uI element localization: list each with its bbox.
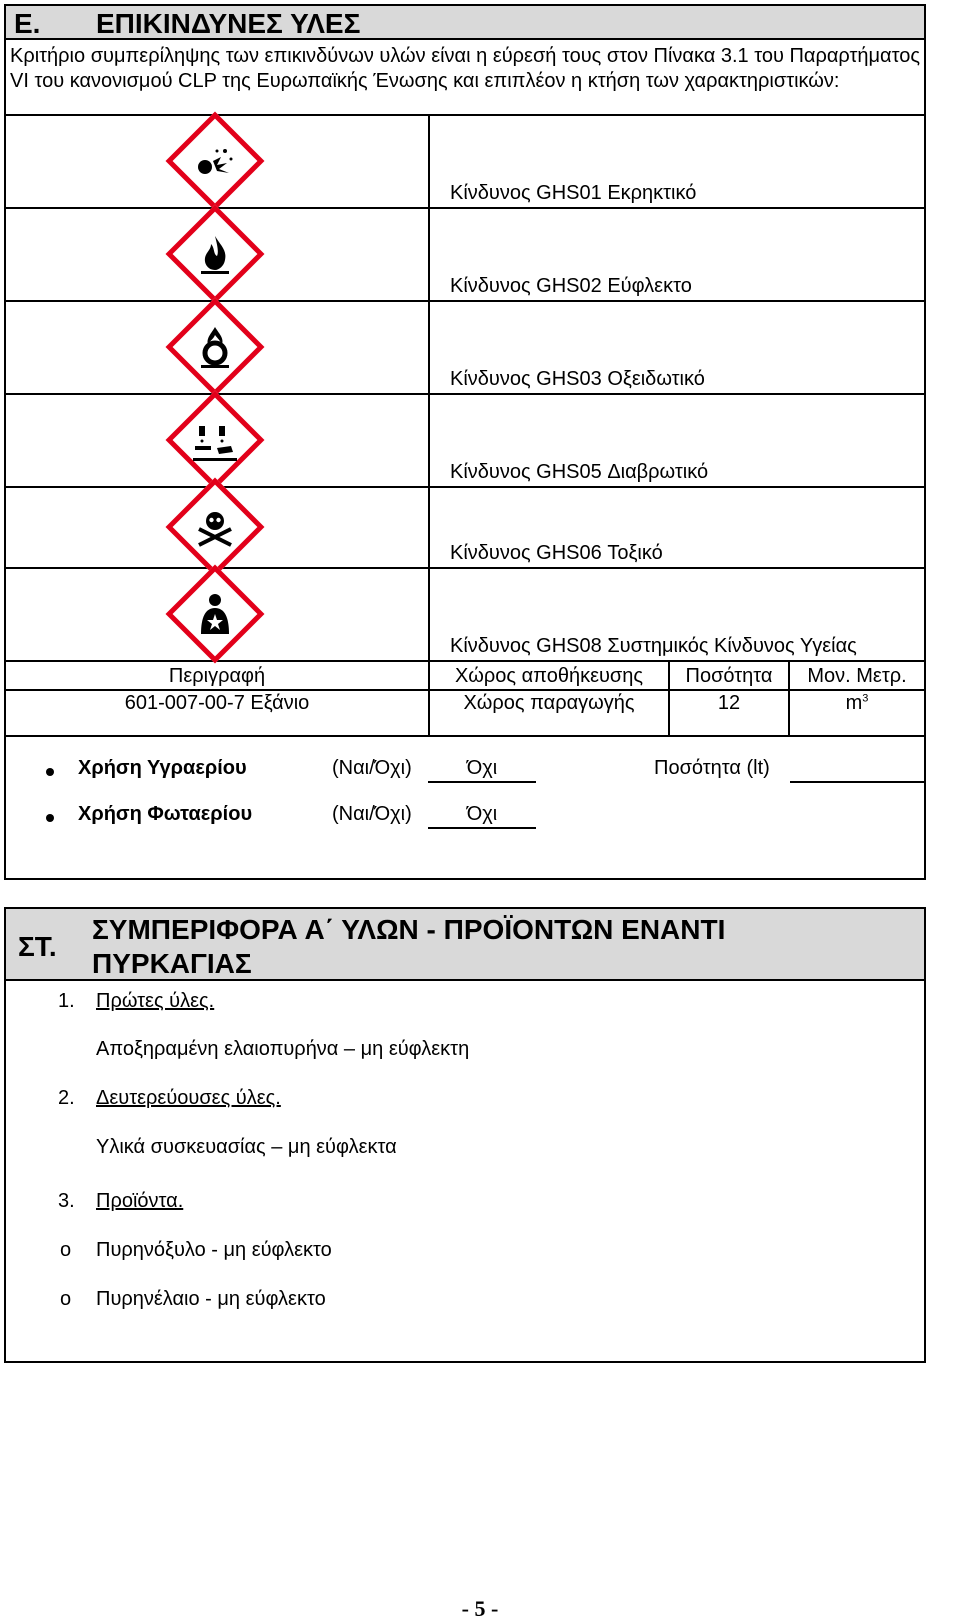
item-number: 1. — [58, 990, 75, 1012]
grid-line — [6, 689, 924, 691]
list-marker: o — [60, 1239, 72, 1261]
lpg-usage-label: Χρήση Υγραερίου — [78, 757, 247, 779]
lpg-quantity-label: Ποσότητα (lt) — [654, 757, 770, 779]
hazard-label-ghs08: Κίνδυνος GHS08 Συστημικός Κίνδυνος Υγείας — [450, 635, 857, 657]
item-number: 3. — [58, 1190, 75, 1212]
hazard-label-ghs01: Κίνδυνος GHS01 Εκρηκτικό — [450, 182, 697, 204]
section-e-header — [6, 6, 924, 40]
unit-superscript: 3 — [862, 692, 869, 705]
lpg-usage-question: (Ναι/Όχι) — [332, 757, 412, 779]
section-st — [4, 907, 926, 1363]
table-header-storage: Χώρος αποθήκευσης — [454, 665, 644, 687]
item-text-raw-materials: Αποξηραμένη ελαιοπυρήνα – μη εύφλεκτη — [96, 1038, 470, 1060]
section-st-title-line2: ΠΥΡΚΑΓΙΑΣ — [92, 948, 252, 979]
product-item: Πυρηνέλαιο - μη εύφλεκτο — [96, 1288, 326, 1310]
section-e-intro: Κριτήριο συμπερίληψης των επικινδύνων υλών είναι η εύρεσή τους στον Πίνακα 3.1 του Παραρτήματος VI του κανονισμού CLP της Ευρωπαϊκής Ένωσης και επιπλέον η κτήση των χαρακτηριστικών: — [10, 45, 920, 92]
grid-line — [6, 567, 924, 569]
section-st-letter: ΣΤ. — [18, 931, 57, 962]
exploding-bomb-icon — [166, 112, 265, 211]
section-st-title — [92, 913, 725, 981]
grid-line — [6, 735, 924, 737]
lpg-quantity-field[interactable] — [790, 757, 924, 783]
grid-line — [6, 486, 924, 488]
section-e-letter: Ε. — [14, 8, 41, 39]
grid-line — [6, 660, 924, 662]
skull-crossbones-icon — [166, 478, 265, 577]
bullet-icon — [46, 814, 54, 822]
grid-line — [6, 300, 924, 302]
page-number: - 5 - — [461, 1596, 499, 1621]
table-header-unit: Μον. Μετρ. — [807, 665, 907, 687]
table-header-quantity: Ποσότητα — [685, 665, 773, 687]
grid-line — [6, 393, 924, 395]
item-text-secondary-materials: Υλικά συσκευασίας – μη εύφλεκτα — [96, 1136, 397, 1158]
section-e — [4, 4, 926, 880]
product-item: Πυρηνόξυλο - μη εύφλεκτο — [96, 1239, 332, 1261]
grid-line — [6, 207, 924, 209]
list-marker: o — [60, 1288, 72, 1310]
corrosion-icon — [166, 391, 265, 490]
flame-icon — [166, 205, 265, 304]
lpg-usage-answer[interactable]: Όχι — [428, 757, 536, 783]
gas-usage-label: Χρήση Φωταερίου — [78, 803, 253, 825]
table-cell-quantity: 12 — [717, 692, 741, 714]
gas-usage-question: (Ναι/Όχι) — [332, 803, 412, 825]
gas-usage-answer[interactable]: Όχι — [428, 803, 536, 829]
table-cell-unit — [790, 692, 924, 715]
hazard-label-ghs06: Κίνδυνος GHS06 Τοξικό — [450, 542, 663, 564]
health-hazard-icon — [166, 565, 265, 664]
item-number: 2. — [58, 1087, 75, 1109]
section-st-header — [6, 909, 924, 981]
hazard-label-ghs02: Κίνδυνος GHS02 Εύφλεκτο — [450, 275, 692, 297]
hazard-label-ghs05: Κίνδυνος GHS05 Διαβρωτικό — [450, 461, 709, 483]
flame-over-circle-icon — [166, 298, 265, 397]
section-st-title-line1: ΣΥΜΠΕΡΙΦΟΡΑ Α΄ ΥΛΩΝ - ΠΡΟΪΟΝΤΩΝ ΕΝΑΝΤΙ — [92, 914, 726, 945]
unit-text: m — [845, 692, 863, 714]
bullet-icon — [46, 768, 54, 776]
item-heading-raw-materials: Πρώτες ύλες. — [96, 990, 215, 1012]
grid-line — [6, 114, 924, 116]
table-cell-description: 601-007-00-7 Εξάνιο — [124, 692, 310, 714]
item-heading-products: Προϊόντα. — [96, 1190, 184, 1212]
table-cell-storage: Χώρος παραγωγής — [463, 692, 635, 714]
item-heading-secondary-materials: Δευτερεύουσες ύλες. — [96, 1087, 281, 1109]
table-header-description: Περιγραφή — [168, 665, 266, 687]
hazard-label-ghs03: Κίνδυνος GHS03 Οξειδωτικό — [450, 368, 705, 390]
section-e-title: ΕΠΙΚΙΝΔΥΝΕΣ ΥΛΕΣ — [96, 8, 361, 39]
